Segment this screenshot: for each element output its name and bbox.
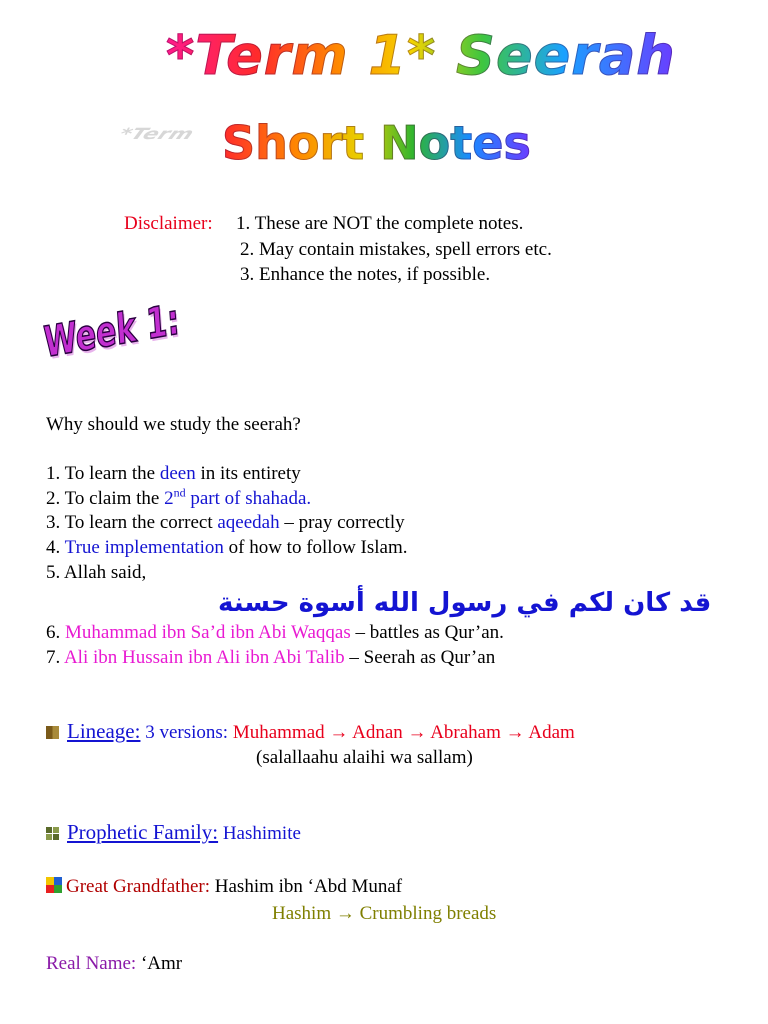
square-bullet-icon [46, 726, 59, 739]
lineage-label: Lineage: [67, 719, 141, 743]
lineage-line: Lineage: 3 versions: Muhammad → Adnan → Abraham → Adam [46, 719, 575, 745]
grandfather-label: Great Grandfather: [66, 876, 211, 897]
hashim-meaning: Hashim → Crumbling breads [272, 903, 497, 924]
real-name-label: Real Name: [46, 953, 137, 974]
reason-7: 7. Ali ibn Hussain ibn Ali ibn Abi Talib – Seerah as Qur’an [46, 647, 496, 668]
reason-4: 4. True implementation of how to follow Islam. [46, 537, 408, 558]
lineage-chain: Muhammad → Adnan → Abraham → Adam [232, 722, 575, 743]
reason-6: 6. Muhammad ibn Sa’d ibn Abi Waqqas – battles as Qur’an. [46, 622, 504, 643]
salutation: (salallaahu alaihi wa sallam) [256, 747, 473, 768]
reason-3: 3. To learn the correct aqeedah – pray correctly [46, 512, 405, 533]
real-name-line: Real Name: ‘Amr [46, 953, 183, 974]
reason-5: 5. Allah said, [46, 562, 147, 583]
reason-1: 1. To learn the deen in its entirety [46, 463, 301, 484]
grandfather-line: Great Grandfather: Hashim ibn ‘Abd Munaf [46, 875, 402, 899]
question: Why should we study the seerah? [46, 414, 301, 435]
arabic-verse: قد كان لكم في رسول الله أسوة حسنة [218, 588, 712, 618]
grid-bullet-icon [46, 827, 59, 840]
week-heading: Week 1: [42, 294, 181, 368]
family-line: Prophetic Family: Hashimite [46, 820, 301, 846]
disclaimer-label: Disclaimer: [124, 213, 213, 234]
title-shadow-text: *Term [115, 125, 197, 144]
disclaimer-item-2: 2. May contain mistakes, spell errors etc. [240, 239, 552, 260]
disclaimer-item-3: 3. Enhance the notes, if possible. [240, 264, 491, 285]
page-title: *Term 1* Seerah [166, 24, 676, 87]
disclaimer-item-1: 1. These are NOT the complete notes. [236, 213, 524, 234]
page-subtitle: Short Notes [222, 116, 531, 170]
reason-2: 2. To claim the 2nd part of shahada. [46, 485, 312, 509]
family-label: Prophetic Family: [67, 820, 219, 844]
colored-bullet-icon [46, 877, 64, 893]
